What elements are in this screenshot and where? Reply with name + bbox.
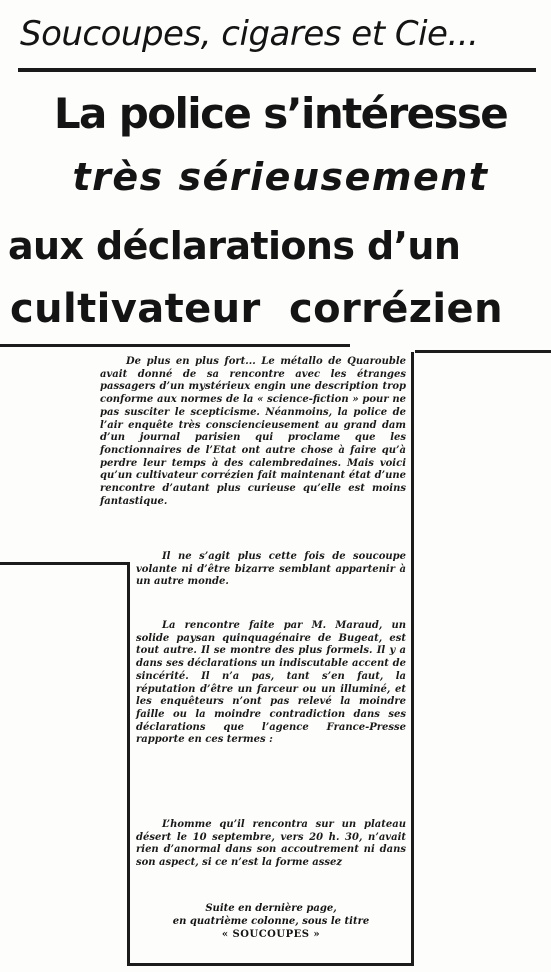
column-rule-top-left [0,344,350,347]
column-rule-top-right [415,350,551,353]
article-paragraph-2 [136,551,406,589]
headline-rule [18,68,536,72]
headline-line-1: La police s’intéresse [53,89,508,138]
kicker-headline: Soucoupes, cigares et Cie... [20,14,479,54]
headline-line-2: très sérieusement [72,155,489,199]
paragraph-text: La rencontre faite par M. Maraud, un solide paysan quinquagénaire de Bugeat, est tout autre. Il se montre des plus formels. Il y a dans ses déclarations un indiscutable accent de sincérité. Il n’a pas, tant s’en faut, la réputation d’être un farceur ou un illuminé, et les enquêteurs n’ont pas relevé la moindre faille ou la moindre contradiction dans ses déclarations que l’agence France-Presse rapporte en ces termes : [136,620,406,746]
headline-line-4: cultivateur corrézien [10,286,503,332]
continuation-note [136,902,406,941]
article-paragraph-1 [100,356,406,508]
column-rule-bottom [127,963,414,966]
paragraph-text: Il ne s’agit plus cette fois de soucoupe volante ni d’être bizarre semblant appartenir à un autre monde. [136,551,406,588]
continuation-keyword: « SOUCOUPES » [221,929,321,940]
continuation-line-1: Suite en dernière page, [205,903,337,914]
article-paragraph-4 [136,819,406,870]
column-rule-right [411,352,414,964]
paragraph-text: De plus en plus fort... Le métallo de Quarouble avait donné de sa rencontre avec les étranges passagers d’un mystérieux engin une description trop conforme aux normes de la « science-fiction » pour ne pas susciter le scepticisme. Néanmoins, la police de l’air enquête très consciencieusement au grand dam d’un journal parisien qui proclame que les fonctionnaires de l’Etat ont autre chose à faire qu’à perdre leur temps à des calembredaines. Mais voici qu’un cultivateur corrézien fait maintenant état d’une rencontre d’autant plus curieuse qu’elle est moins fantastique. [100,356,406,507]
headline-line-3: aux déclarations d’un [8,224,461,268]
column-rule-left [127,562,130,966]
column-rule-mid-left [0,562,128,565]
article-paragraph-3 [136,620,406,747]
continuation-line-2: en quatrième colonne, sous le titre [172,916,370,927]
paragraph-text: L’homme qu’il rencontra sur un plateau désert le 10 septembre, vers 20 h. 30, n’avait rien d’anormal dans son accoutrement ni dans son aspect, si ce n’est la forme assez [136,819,406,869]
